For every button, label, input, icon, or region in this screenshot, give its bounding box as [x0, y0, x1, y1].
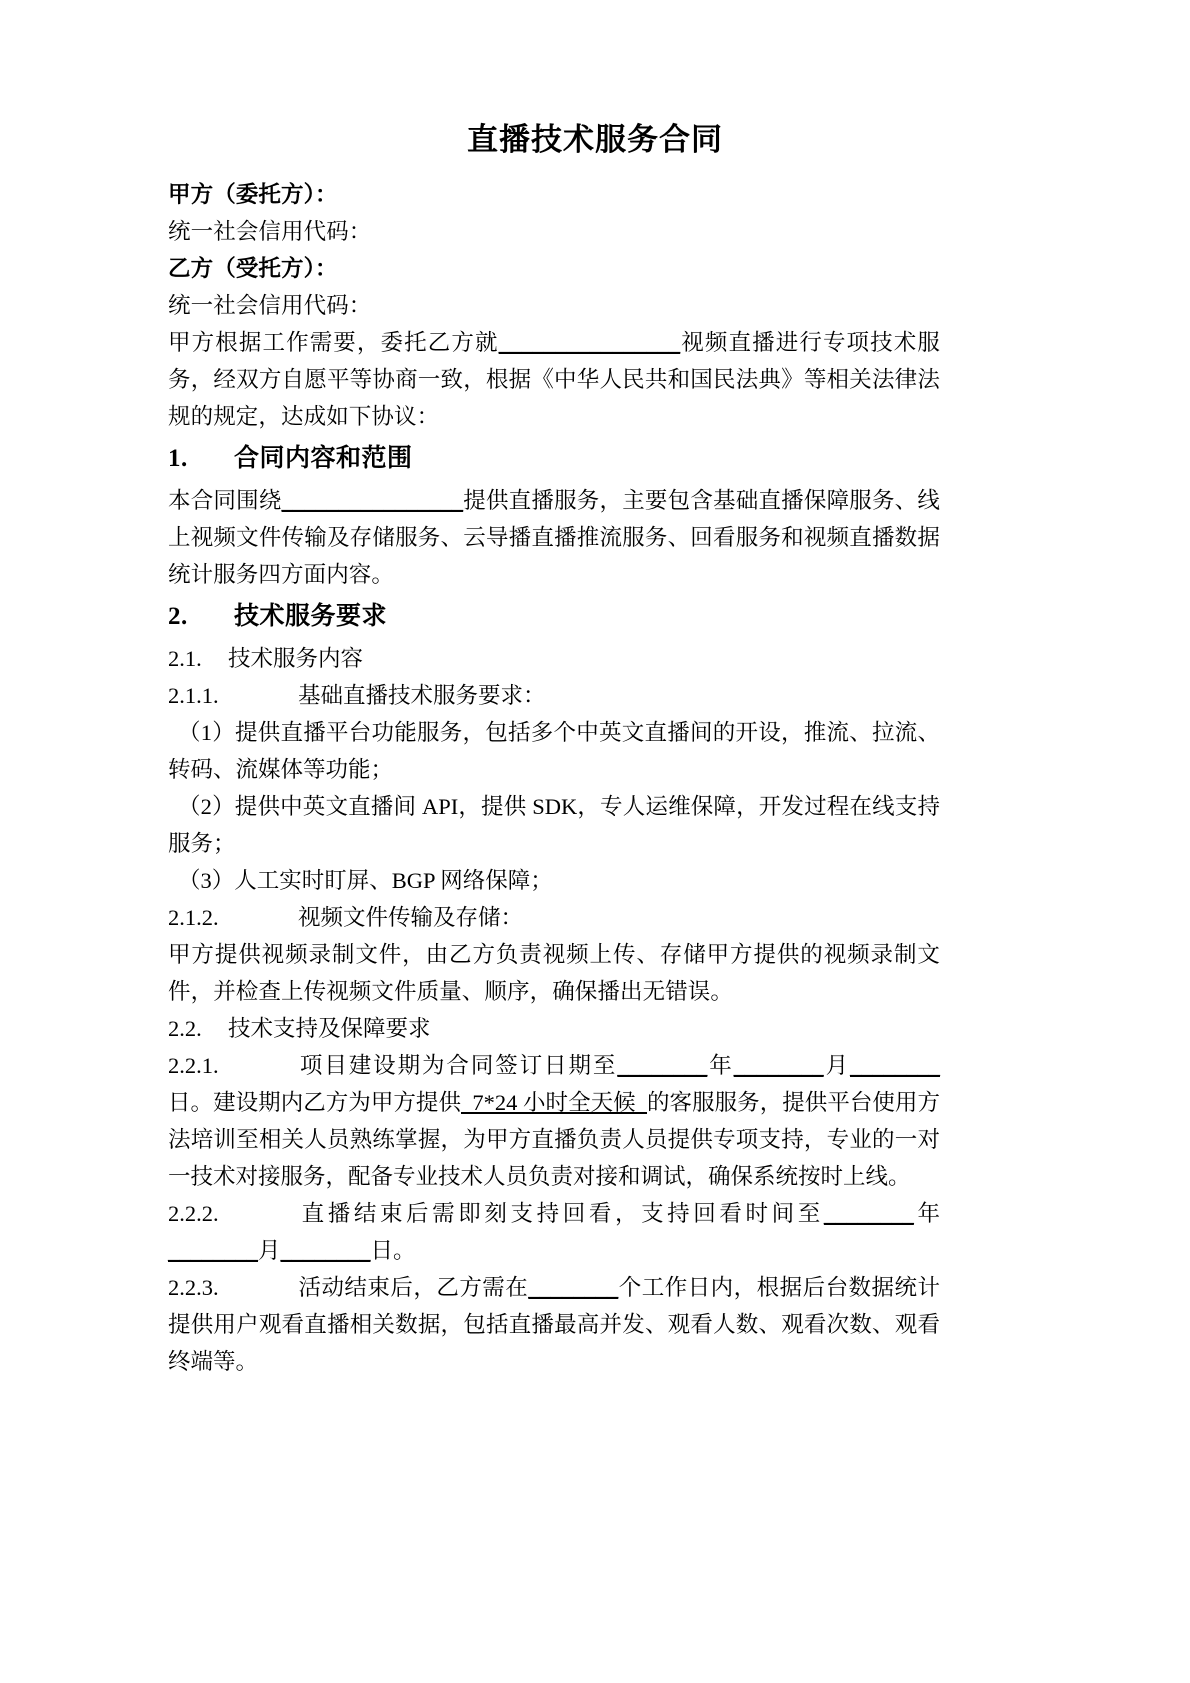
s222-unit-month: 月: [258, 1238, 281, 1263]
s222-text-a: 直播结束后需即刻支持回看，支持回看时间至: [298, 1201, 824, 1226]
subsection-2-2-1-number: 2.2.1.: [168, 1053, 219, 1078]
subsection-2-1-1-heading: [168, 677, 940, 714]
subsection-2-1-heading: [168, 640, 940, 677]
s222-unit-year: 年: [913, 1201, 940, 1226]
section-2-title: 技术服务要求: [234, 603, 388, 630]
s221-blank-day: ________: [850, 1053, 940, 1078]
subsection-2-2-heading: [168, 1010, 940, 1047]
s223-text-a: 活动结束后，乙方需在: [298, 1275, 529, 1300]
subsection-2-1-title: 技术服务内容: [228, 646, 364, 671]
subsection-2-1-2-heading: [168, 899, 940, 936]
party-a-credit-code-label: 统一社会信用代码：: [168, 219, 372, 244]
subsection-2-2-number: 2.2.: [168, 1016, 202, 1041]
section-1-number: 1.: [168, 445, 188, 472]
subsection-2-1-number: 2.1.: [168, 646, 202, 671]
s221-unit-day: 日。: [168, 1090, 214, 1115]
subsection-2-2-2-number: 2.2.2.: [168, 1201, 219, 1226]
s222-unit-day: 日。: [370, 1238, 416, 1263]
document-title: 直播技术服务合同: [467, 122, 723, 157]
subsection-2-1-2-body: 甲方提供视频录制文件，由乙方负责视频上传、存储甲方提供的视频录制文件，并检查上传视频文件质量、顺序，确保播出无错误。: [168, 942, 940, 1004]
s221-blank-year: ________: [617, 1053, 708, 1078]
section-1-body: [168, 482, 940, 593]
party-a-label: 甲方（委托方）：: [168, 182, 338, 207]
section-1-title: 合同内容和范围: [234, 445, 413, 472]
list-item-1: （1）提供直播平台功能服务，包括多个中英文直播间的开设，推流、拉流、转码、流媒体等功能；: [168, 720, 940, 782]
preamble-text-after: 视频直播进行专项技术服务，经双方自愿平等协商一致，根据《中华人民共和国民法典》等相关法律法规的规定，达成如下协议：: [168, 330, 940, 429]
preamble-paragraph: [168, 324, 940, 435]
party-b-credit-code-label: 统一社会信用代码：: [168, 293, 372, 318]
list-item-2: （2）提供中英文直播间 API，提供 SDK，专人运维保障，开发过程在线支持服务；: [168, 794, 940, 856]
subsection-2-2-2-body: [168, 1195, 940, 1269]
subsection-2-2-title: 技术支持及保障要求: [228, 1016, 431, 1041]
s223-text-b: 个工作日内，根据后台数据统计提供用户观看直播相关数据，包括直播最高并发、观看人数、观看次数、观看终端等。: [168, 1275, 940, 1374]
s222-blank-year: ________: [823, 1201, 914, 1226]
list-item-3: （3）人工实时盯屏、BGP 网络保障；: [178, 868, 553, 893]
section-1-text-before: 本合同围绕: [168, 488, 282, 513]
subsection-2-2-3-body: [168, 1269, 940, 1380]
s221-unit-year: 年: [707, 1053, 734, 1078]
subsection-2-2-1-body: [168, 1047, 940, 1195]
section-1-heading: [168, 438, 940, 480]
section-2-number: 2.: [168, 603, 188, 630]
subsection-2-1-2-number: 2.1.2.: [168, 905, 219, 930]
s221-service-hours-value: 7*24 小时全天候: [461, 1090, 648, 1115]
s221-text-a: 项目建设期为合同签订日期至: [298, 1053, 618, 1078]
s221-blank-month: ________: [733, 1053, 824, 1078]
s223-blank-days: ________: [528, 1275, 619, 1300]
section-1-text-after: 提供直播服务，主要包含基础直播保障服务、线上视频文件传输及存储服务、云导播直播推流服务、回看服务和视频直播数据统计服务四方面内容。: [168, 488, 940, 587]
s221-text-b: 建设期内乙方为甲方提供: [213, 1090, 461, 1115]
subsection-2-1-2-title: 视频文件传输及存储：: [298, 905, 524, 930]
section-2-heading: [168, 596, 940, 638]
subsection-2-1-1-number: 2.1.1.: [168, 683, 219, 708]
s221-text-c: 的客服服务，提供平台使用方法培训至相关人员熟练掌握，为甲方直播负责人员提供专项支持，专业的一对一技术对接服务，配备专业技术人员负责对接和调试，确保系统按时上线。: [168, 1090, 940, 1189]
s222-blank-day: ________: [280, 1238, 371, 1263]
preamble-text-before: 甲方根据工作需要，委托乙方就: [168, 330, 499, 355]
subsection-2-2-3-number: 2.2.3.: [168, 1275, 219, 1300]
preamble-blank: ________________: [498, 330, 681, 355]
s221-unit-month: 月: [823, 1053, 850, 1078]
subsection-2-1-1-title: 基础直播技术服务要求：: [298, 683, 546, 708]
party-b-label: 乙方（受托方）：: [168, 256, 338, 281]
s222-blank-month: ________: [168, 1238, 258, 1263]
section-1-blank: ________________: [281, 488, 464, 513]
